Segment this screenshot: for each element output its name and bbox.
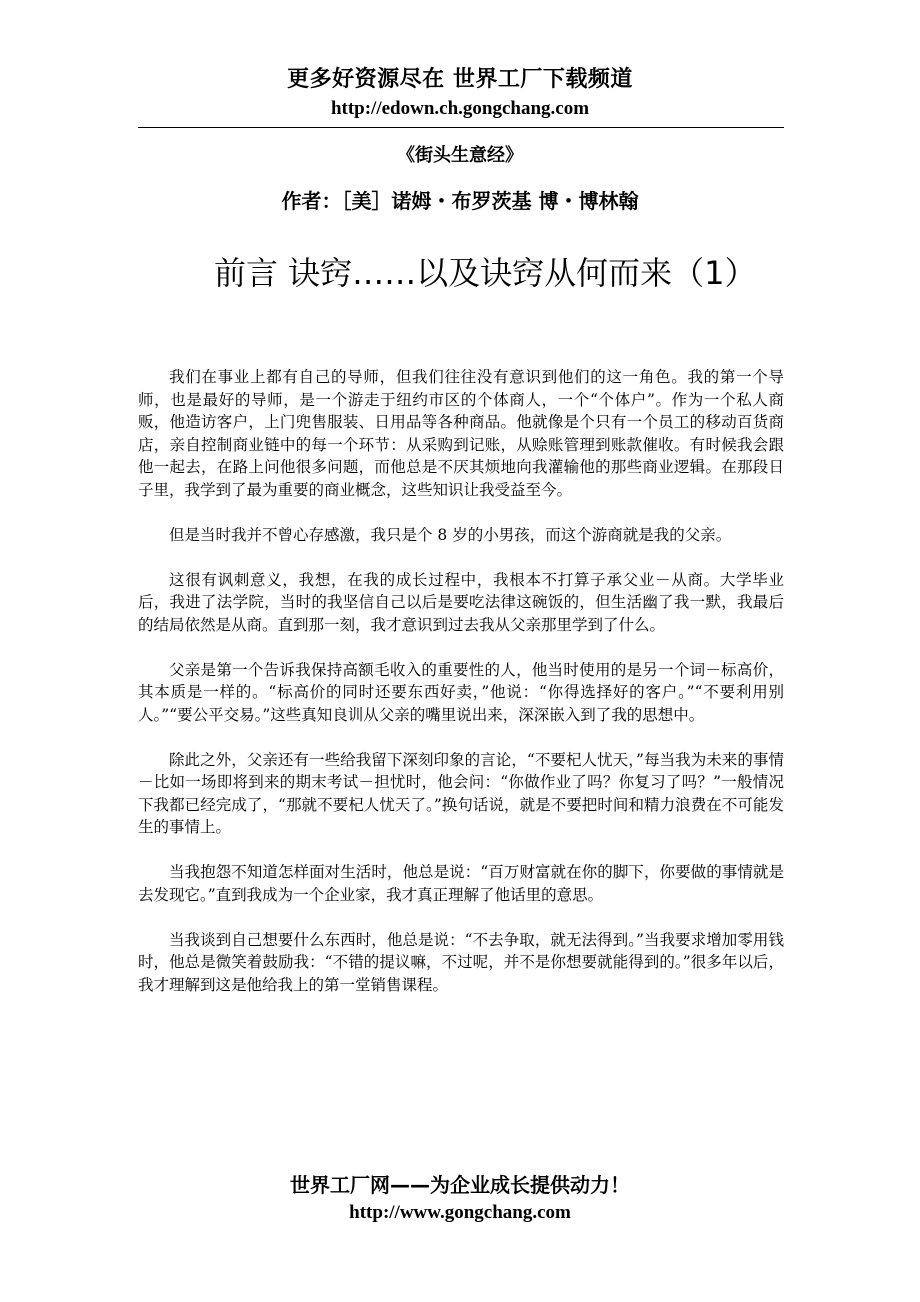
paragraph: 但是当时我并不曾心存感激，我只是个 8 岁的小男孩，而这个游商就是我的父亲。 [169, 525, 732, 544]
paragraph: 当我抱怨不知道怎样面对生活时，他总是说：“百万财富就在你的脚下，你要做的事情就是去发现它。”直到我成为一个企业家，我才真正理解了他话里的意思。 [138, 863, 784, 904]
header-divider [138, 127, 784, 128]
chapter-title: 前言 诀窍……以及诀窍从何而来（1） [214, 254, 757, 292]
paragraph: 当我谈到自己想要什么东西时，他总是说：“不去争取，就无法得到。”当我要求增加零用钱时，他总是微笑着鼓励我：“不错的提议嘛，不过呢，并不是你想要就能得到的。”很多年以后，我才理解到这是他给我上的第一堂销售课程。 [138, 930, 784, 994]
author-line: 作者：［美］诺姆・布罗茨基 博・博林翰 [281, 189, 639, 213]
page-footer [0, 1170, 920, 1226]
footer-url[interactable]: http://www.gongchang.com [349, 1202, 571, 1223]
footer-slogan: 世界工厂网——为企业成长提供动力！ [290, 1173, 630, 1197]
paragraph: 我们在事业上都有自己的导师，但我们往往没有意识到他们的这一角色。我的第一个导师，也是最好的导师，是一个游走于纽约市区的个体商人，一个“个体户”。作为一个私人商贩，他造访客户，上门兜售服装、日用品等各种商品。他就像是个只有一个员工的移动百货商店，亲自控制商业链中的每一个环节：从采购到记账，从赊账管理到账款催收。有时候我会跟他一起去，在路上问他很多问题，而他总是不厌其烦地向我灌输他的那些商业逻辑。在那段日子里，我学到了最为重要的商业概念，这些知识让我受益至今。 [138, 368, 784, 499]
header-title: 更多好资源尽在 世界工厂下载频道 [287, 67, 633, 92]
book-title: 《街头生意经》 [397, 145, 523, 166]
header-url[interactable]: http://edown.ch.gongchang.com [330, 98, 590, 119]
paragraph: 除此之外，父亲还有一些给我留下深刻印象的言论，“不要杞人忧天，”每当我为未来的事情－比如一场即将到来的期末考试－担忧时，他会问：“你做作业了吗？你复习了吗？”一般情况下我都已经完成了，“那就不要杞人忧天了。”换句话说，就是不要把时间和精力浪费在不可能发生的事情上。 [138, 750, 784, 836]
page-header [0, 64, 920, 122]
paragraph: 父亲是第一个告诉我保持高额毛收入的重要性的人，他当时使用的是另一个词－标高价，其本质是一样的。“标高价的同时还要东西好卖，”他说：“你得选择好的客户。”“不要利用别人。”“要公平交易。”这些真知良训从父亲的嘴里说出来，深深嵌入到了我的思想中。 [138, 660, 784, 724]
body-text [138, 366, 784, 1019]
paragraph: 这很有讽刺意义，我想，在我的成长过程中，我根本不打算子承父业－从商。大学毕业后，我进了法学院，当时的我坚信自己以后是要吃法律这碗饭的，但生活幽了我一默，我最后的结局依然是从商。直到那一刻，我才意识到过去我从父亲那里学到了什么。 [138, 570, 784, 634]
